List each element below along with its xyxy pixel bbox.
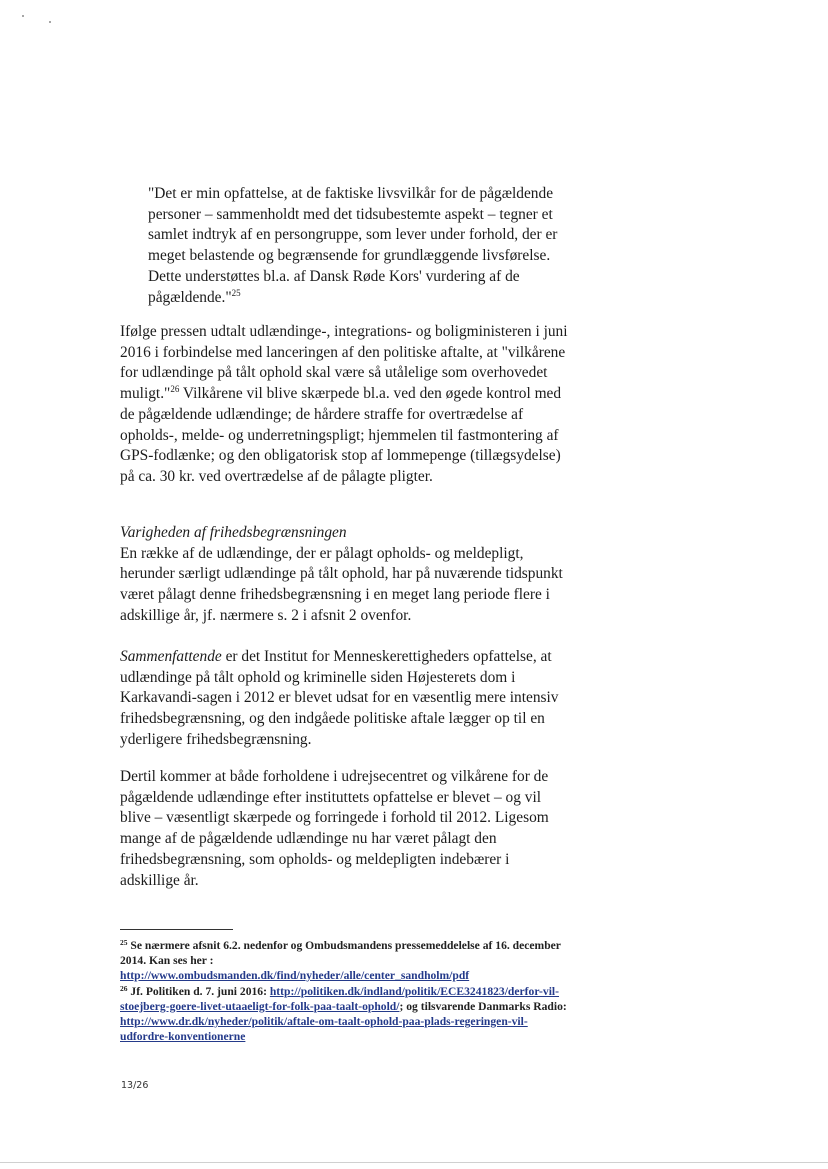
paragraph-conditions — [120, 767, 572, 891]
paragraph-text: Dertil kommer at både forholdene i udrejsecentret og vilkårene for de pågældende udlændinge efter instituttets opfattelse er blevet – og vil blive – væsentligt skærpede og forringede i forhold til 2012. Ligesom mange af de pågældende udlændinge nu har været pålagt den frihedsbegrænsning, som opholds- og meldepligten indebærer i adskillige år. — [120, 768, 549, 889]
footnote-text: ; og tilsvarende Danmarks Radio: — [399, 999, 567, 1013]
page-number: 13/26 — [121, 1080, 149, 1091]
footnote-link-politiken[interactable]: http://politiken.dk/indland/politik/ECE3241823/derfor-vil-stoejberg-goere-livet-utaaeligt-for-folk-paa-taalt-ophold/ — [120, 984, 560, 1013]
footnote-ref-25[interactable]: 25 — [231, 287, 241, 298]
footnote-text: Jf. Politiken d. 7. juni 2016: — [127, 984, 270, 998]
footnote-number: 25 — [120, 938, 128, 947]
footnote-26 — [120, 984, 572, 1045]
footnote-25 — [120, 938, 572, 984]
paragraph-text: er det Institut for Menneskerettigheders opfattelse, at udlændinge på tålt ophold og kriminelle siden Højesterets dom i Karkavandi-sagen i 2012 er blevet udsat for en væsentlig mere intensiv frihedsbegrænsning, og den indgåede politiske aftale lægger op til en yderligere frihedsbegrænsning. — [120, 648, 559, 748]
quote-text: "Det er min opfattelse, at de faktiske livsvilkår for de pågældende personer – sammenholdt med det tidsubestemte aspekt – tegner et samlet indtryk af en persongruppe, som lever under forhold, der er meget belastende og begrænsende for grundlæggende livsførelse. Dette understøttes bl.a. af Dansk Røde Kors' vurdering af de pågældende." — [148, 185, 558, 306]
scan-speck — [49, 21, 51, 23]
footnote-ref-26[interactable]: 26 — [170, 384, 180, 395]
paragraph-text: Ifølge pressen udtalt udlændinge-, integrations- og boligministeren i juni 2016 i forbindelse med lanceringen af den politiske aftalte, at "vilkårene for udlændinge på tålt ophold skal være så utålelige som overhovedet muligt." — [120, 323, 568, 403]
footnote-text: Se nærmere afsnit 6.2. nedenfor og Ombudsmandens pressemeddelelse af 16. december 2014. Kan ses her : — [120, 939, 561, 968]
paragraph-text: Vilkårene vil blive skærpede bl.a. ved den øgede kontrol med de pågældende udlændinge; de hårdere straffe for overtrædelse af opholds-, melde- og underretningspligt; hjemmelen til fastmontering af GPS-fodlænke; og den obligatorisk stop af lommepenge (tillægsydelse) på ca. 30 kr. ved overtrædelse af de pålagte pligter. — [120, 385, 562, 485]
footnote-link-dr[interactable]: http://www.dr.dk/nyheder/politik/aftale-om-taalt-ophold-paa-plads-regeringen-vil-udfordre-konventionerne — [120, 1015, 528, 1044]
section-heading: Varigheden af frihedsbegrænsningen — [120, 524, 347, 541]
block-quote — [148, 184, 568, 308]
section-duration — [120, 523, 572, 627]
paragraph-press-statement — [120, 322, 572, 488]
scan-bottom-edge — [0, 1162, 828, 1163]
paragraph-summary — [120, 647, 572, 751]
paragraph-lead: Sammenfattende — [120, 648, 222, 665]
footnote-link-ombudsman[interactable]: http://www.ombudsmanden.dk/find/nyheder/alle/center_sandholm/pdf — [120, 969, 470, 983]
footnote-number: 26 — [120, 983, 128, 993]
footnotes — [120, 938, 572, 1044]
paragraph-text: En række af de udlændinge, der er pålagt opholds- og meldepligt, herunder særligt udlændinge på tålt ophold, har på nuværende tidspunkt været pålagt denne frihedsbegrænsning i en meget lang periode flere i adskillige år, jf. nærmere s. 2 i afsnit 2 ovenfor. — [120, 544, 563, 624]
footnote-separator — [120, 929, 233, 930]
scan-speck — [22, 15, 24, 17]
